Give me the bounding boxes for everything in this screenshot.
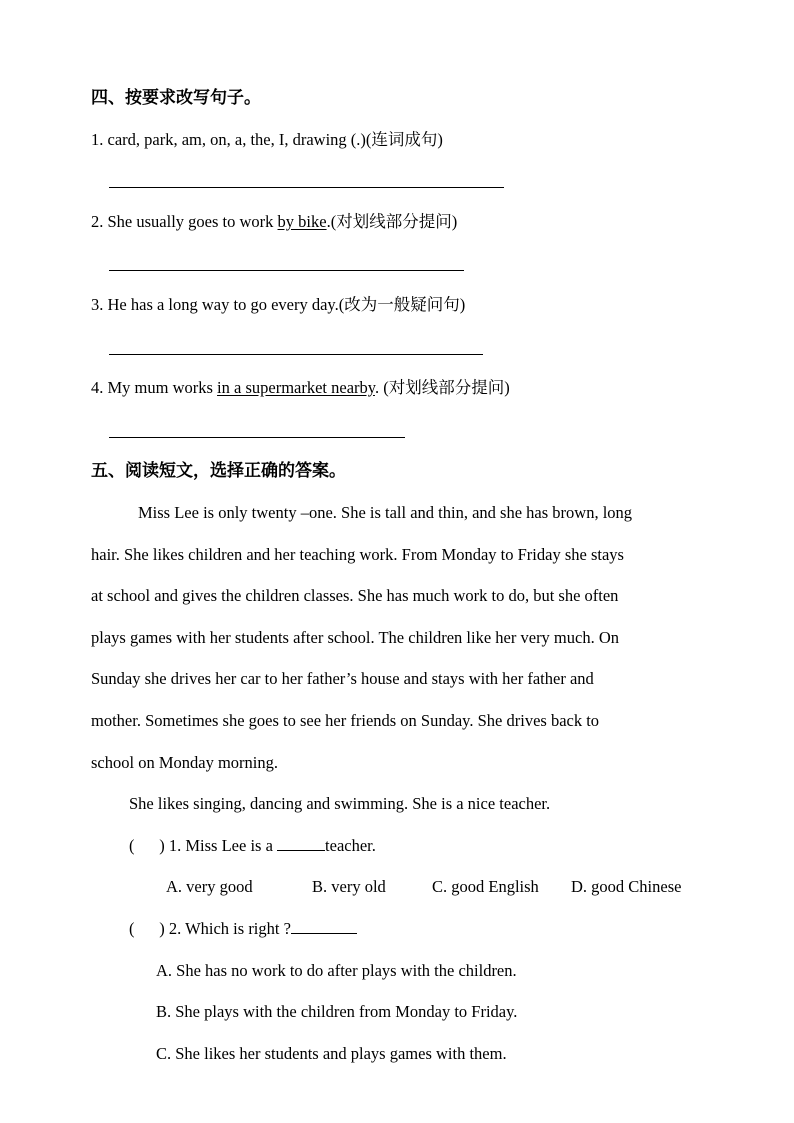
question-4-pre: 4. My mum works xyxy=(91,378,218,397)
passage-line: plays games with her students after school. The children like her very much. On xyxy=(91,628,620,647)
option-b[interactable]: B. very old xyxy=(312,877,386,896)
question-3-text: 3. He has a long way to go every day.(改为一般疑问句) xyxy=(91,295,466,314)
option-a[interactable]: A. very good xyxy=(166,877,253,896)
passage-line: Miss Lee is only twenty –one. She is tall and thin, and she has brown, long xyxy=(138,503,633,522)
mc-question-1-post: teacher. xyxy=(325,836,376,855)
passage-line: mother. Sometimes she goes to see her friends on Sunday. She drives back to xyxy=(91,711,600,730)
question-2-pre: 2. She usually goes to work xyxy=(91,212,278,231)
fill-blank[interactable] xyxy=(291,919,357,934)
fill-blank[interactable] xyxy=(277,836,325,851)
option-d[interactable]: D. good Chinese xyxy=(571,877,682,896)
question-4-text xyxy=(91,378,510,398)
question-2-text xyxy=(91,212,457,232)
section-4-heading: 四、按要求改写句子。 xyxy=(91,88,261,107)
answer-line-4 xyxy=(109,437,405,438)
passage-line: She likes singing, dancing and swimming. She is a nice teacher. xyxy=(129,794,551,813)
answer-line-3 xyxy=(109,354,483,355)
passage-line: at school and gives the children classes. She has much work to do, but she often xyxy=(91,586,619,605)
question-1-text: 1. card, park, am, on, a, the, I, drawing (.)(连词成句) xyxy=(91,130,443,149)
question-4-underlined: in a supermarket nearby xyxy=(217,378,375,397)
question-2-underlined: by bike xyxy=(277,212,327,231)
question-2-post: .(对划线部分提问) xyxy=(326,212,458,231)
option-a[interactable]: A. She has no work to do after plays with the children. xyxy=(156,961,517,980)
option-c[interactable]: C. good English xyxy=(432,877,539,896)
mc-question-2 xyxy=(129,919,357,939)
mc-question-1 xyxy=(129,836,376,856)
section-5-heading: 五、阅读短文，选择正确的答案。 xyxy=(91,461,346,480)
option-b[interactable]: B. She plays with the children from Monday to Friday. xyxy=(156,1002,518,1021)
passage-line: school on Monday morning. xyxy=(91,753,278,772)
option-c[interactable]: C. She likes her students and plays games with them. xyxy=(156,1044,507,1063)
mc-question-1-pre: 1. Miss Lee is a xyxy=(168,836,278,855)
answer-paren[interactable]: ( ) xyxy=(129,919,165,938)
answer-line-2 xyxy=(109,270,464,271)
answer-paren[interactable]: ( ) xyxy=(129,836,165,855)
passage-line: Sunday she drives her car to her father’s house and stays with her father and xyxy=(91,669,594,688)
mc-question-2-pre: 2. Which is right ? xyxy=(168,919,291,938)
question-4-post: . (对划线部分提问) xyxy=(374,378,510,397)
passage-line: hair. She likes children and her teaching work. From Monday to Friday she stays xyxy=(91,545,624,564)
answer-line-1 xyxy=(109,187,504,188)
